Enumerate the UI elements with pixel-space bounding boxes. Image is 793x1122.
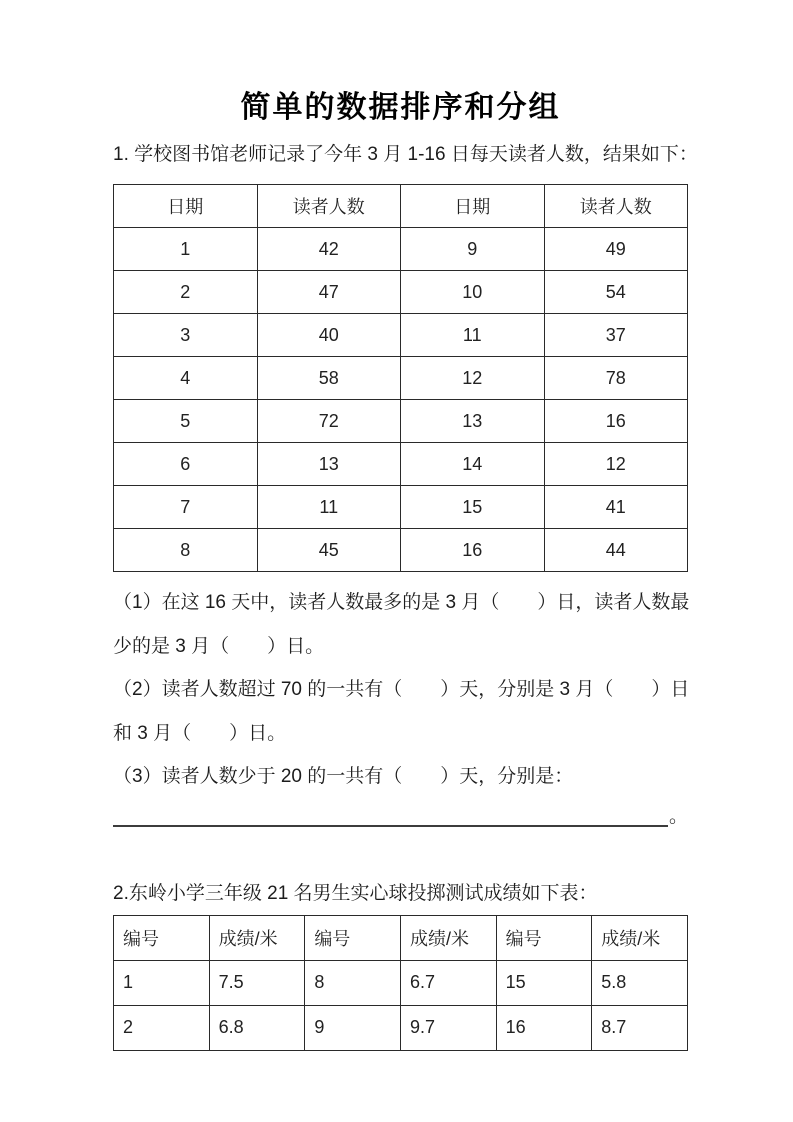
column-header: 编号: [114, 915, 210, 960]
table-cell: 11: [257, 486, 401, 529]
table-cell: 3: [114, 314, 258, 357]
table-cell: 8: [114, 529, 258, 572]
table-cell: 9: [305, 1005, 401, 1050]
table-cell: 12: [544, 443, 688, 486]
table-cell: 40: [257, 314, 401, 357]
table-cell: 15: [496, 960, 592, 1005]
page-title: 简单的数据排序和分组: [240, 91, 561, 124]
table-cell: 8: [305, 960, 401, 1005]
table-cell: 2: [114, 271, 258, 314]
table-cell: 58: [257, 357, 401, 400]
table-cell: 15: [401, 486, 545, 529]
table-cell: 13: [401, 400, 545, 443]
table-row: [114, 271, 688, 314]
table-row: [114, 1005, 688, 1050]
column-header: 编号: [496, 915, 592, 960]
table-header-row: [114, 185, 688, 228]
table-cell: 37: [544, 314, 688, 357]
table-cell: 6: [114, 443, 258, 486]
table-cell: 78: [544, 357, 688, 400]
table-row: [114, 443, 688, 486]
question-2-line-1: （2）读者人数超过 70 的一共有（ ）天，分别是 3 月（ ）日: [113, 679, 690, 700]
section2-intro: 2.东岭小学三年级 21 名男生实心球投掷测试成绩如下表：: [113, 882, 598, 904]
throw-test-table: [113, 915, 688, 1051]
table-row: [114, 486, 688, 529]
table-cell: 49: [544, 228, 688, 271]
question-1-line-1: （1）在这 16 天中，读者人数最多的是 3 月（ ）日，读者人数最: [113, 592, 690, 613]
table-cell: 42: [257, 228, 401, 271]
table-row: [114, 357, 688, 400]
table-cell: 8.7: [592, 1005, 688, 1050]
readers-table: [113, 184, 688, 572]
answer-blank-line: [113, 806, 688, 827]
table-cell: 9.7: [400, 1005, 496, 1050]
table-cell: 5: [114, 400, 258, 443]
table-cell: 72: [257, 400, 401, 443]
table-cell: 9: [401, 228, 545, 271]
table-row: [114, 960, 688, 1005]
answer-underline: [113, 809, 668, 827]
column-header: 成绩/米: [400, 915, 496, 960]
table-cell: 54: [544, 271, 688, 314]
column-header: 成绩/米: [209, 915, 305, 960]
table-cell: 6.8: [209, 1005, 305, 1050]
table-cell: 10: [401, 271, 545, 314]
table-cell: 47: [257, 271, 401, 314]
column-header: 日期: [114, 185, 258, 228]
table-cell: 12: [401, 357, 545, 400]
column-header: 读者人数: [257, 185, 401, 228]
table-cell: 13: [257, 443, 401, 486]
table-row: [114, 400, 688, 443]
table-cell: 11: [401, 314, 545, 357]
question-1-line-2: 少的是 3 月（ ）日。: [113, 635, 325, 657]
column-header: 读者人数: [544, 185, 688, 228]
table-header-row: [114, 915, 688, 960]
column-header: 成绩/米: [592, 915, 688, 960]
question-list: [113, 581, 688, 827]
table-cell: 7: [114, 486, 258, 529]
table-row: [114, 228, 688, 271]
table-row: [114, 529, 688, 572]
table-cell: 16: [496, 1005, 592, 1050]
section1-intro: 1. 学校图书馆老师记录了今年 3 月 1-16 日每天读者人数，结果如下：: [113, 144, 698, 165]
table-row: [114, 314, 688, 357]
answer-line-period: 。: [668, 805, 688, 827]
table-cell: 41: [544, 486, 688, 529]
table-cell: 45: [257, 529, 401, 572]
table-cell: 6.7: [400, 960, 496, 1005]
table-cell: 14: [401, 443, 545, 486]
table-cell: 16: [401, 529, 545, 572]
column-header: 日期: [401, 185, 545, 228]
table-cell: 16: [544, 400, 688, 443]
question-2-line-2: 和 3 月（ ）日。: [113, 722, 287, 744]
table-cell: 1: [114, 960, 210, 1005]
table-cell: 2: [114, 1005, 210, 1050]
table-cell: 4: [114, 357, 258, 400]
column-header: 编号: [305, 915, 401, 960]
table-cell: 5.8: [592, 960, 688, 1005]
table-cell: 1: [114, 228, 258, 271]
table-cell: 7.5: [209, 960, 305, 1005]
table-cell: 44: [544, 529, 688, 572]
question-3-line-1: （3）读者人数少于 20 的一共有（ ）天，分别是：: [113, 766, 574, 787]
